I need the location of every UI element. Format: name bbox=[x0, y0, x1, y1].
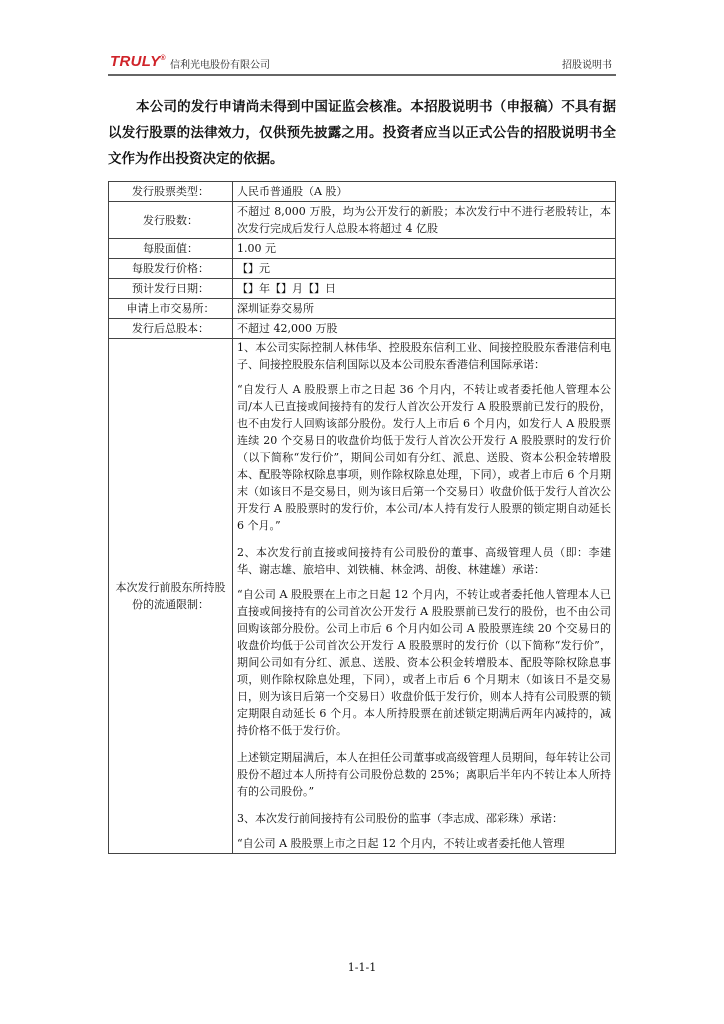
table-row bbox=[109, 182, 616, 202]
row-value: 【】年【】月【】日 bbox=[233, 279, 616, 299]
table-row bbox=[109, 339, 616, 854]
lockup-commitments bbox=[233, 339, 616, 854]
row-label: 发行股数： bbox=[109, 202, 233, 239]
company-name: 信利光电股份有限公司 bbox=[170, 60, 270, 71]
page-number: 1-1-1 bbox=[347, 961, 377, 974]
row-label: 每股发行价格： bbox=[109, 259, 233, 279]
commitment-paragraph: 上述锁定期届满后，本人在担任公司董事或高级管理人员期间，每年转让公司股份不超过本人所持有公司股份总数的 25%；离职后半年内不转让本人所持有的公司股份。” bbox=[237, 751, 611, 798]
row-label: 发行股票类型： bbox=[109, 182, 233, 202]
truly-logo: TRULY® bbox=[110, 53, 166, 70]
disclaimer-notice: 本公司的发行申请尚未得到中国证监会核准。本招股说明书（申报稿）不具有据以发行股票的法律效力，仅供预先披露之用。投资者应当以正式公告的招股说明书全文作为作出投资决定的依据。 bbox=[108, 99, 616, 167]
row-value: 不超过 8,000 万股，均为公开发行的新股；本次发行中不进行老股转让，本次发行完成后发行人总股本将超过 4 亿股 bbox=[233, 202, 616, 239]
commitment-paragraph: 1、本公司实际控制人林伟华、控股股东信利工业、间接控股股东香港信利电子、间接控股股东信利国际以及本公司股东香港信利国际承诺： bbox=[237, 341, 611, 371]
row-label: 本次发行前股东所持股份的流通限制： bbox=[109, 339, 233, 854]
table-row bbox=[109, 239, 616, 259]
table-row bbox=[109, 202, 616, 239]
table-row bbox=[109, 259, 616, 279]
offering-summary-table bbox=[108, 181, 616, 854]
commitment-paragraph: “自公司 A 股股票在上市之日起 12 个月内，不转让或者委托他人管理本人已直接或间接持有的公司首次公开发行 A 股股票前已发行的股份，也不由公司回购该部分股份。公司上市后 6 个月内如公司 A 股股票连续 20 个交易日的收盘价均低于公司首次公开发行 A 股股票时的发行价（以下简称“发行价”，期间公司如有分红、派息、送股、资本公积金转增股本、配股等除权除息事项，则作除权除息处理，下同），或者上市后 6 个月期末（如该日不是交易日，则为该日后第一个交易日）收盘价低于发行价，则本人持有公司股票的锁定期限自动延长 6 个月。本人所持股票在前述锁定期满后两年内减持的，减持价格不低于发行价。 bbox=[237, 588, 611, 737]
row-value: 不超过 42,000 万股 bbox=[233, 319, 616, 339]
commitment-paragraph: 3、本次发行前间接持有公司股份的监事（李志成、邵彩珠）承诺： bbox=[237, 812, 563, 825]
row-label: 预计发行日期： bbox=[109, 279, 233, 299]
row-value: 1.00 元 bbox=[233, 239, 616, 259]
row-value: 深圳证券交易所 bbox=[233, 299, 616, 319]
table-row bbox=[109, 279, 616, 299]
row-label: 发行后总股本： bbox=[109, 319, 233, 339]
table-row bbox=[109, 299, 616, 319]
row-value: 【】元 bbox=[233, 259, 616, 279]
commitment-paragraph: 2、本次发行前直接或间接持有公司股份的董事、高级管理人员（即：李建华、谢志雄、旅培申、刘铁楠、林金鸿、胡俊、林建雄）承诺： bbox=[237, 546, 611, 576]
document-title: 招股说明书 bbox=[562, 60, 612, 71]
row-label: 申请上市交易所： bbox=[109, 299, 233, 319]
table-row bbox=[109, 319, 616, 339]
row-label: 每股面值： bbox=[109, 239, 233, 259]
row-value: 人民币普通股（A 股） bbox=[233, 182, 616, 202]
page-header bbox=[108, 52, 616, 76]
commitment-paragraph: “自发行人 A 股股票上市之日起 36 个月内，不转让或者委托他人管理本公司/本人已直接或间接持有的发行人首次公开发行 A 股股票前已发行的股份，也不由发行人回购该部分股份。发行人上市后 6 个月内，如发行人 A 股股票连续 20 个交易日的收盘价均低于发行人首次公开发行 A 股股票时的发行价（以下简称“发行价”，期间公司如有分红、派息、送股、资本公积金转增股本、配股等除权除息事项，则作除权除息处理，下同），或者上市后 6 个月期末（如该日不是交易日，则为该日后第一个交易日）收盘价低于发行人首次公开发行 A 股股票时的发行价，本公司/本人持有发行人股票的锁定期自动延长 6 个月。” bbox=[237, 383, 611, 532]
commitment-paragraph: “自公司 A 股股票上市之日起 12 个月内，不转让或者委托他人管理 bbox=[237, 837, 565, 850]
